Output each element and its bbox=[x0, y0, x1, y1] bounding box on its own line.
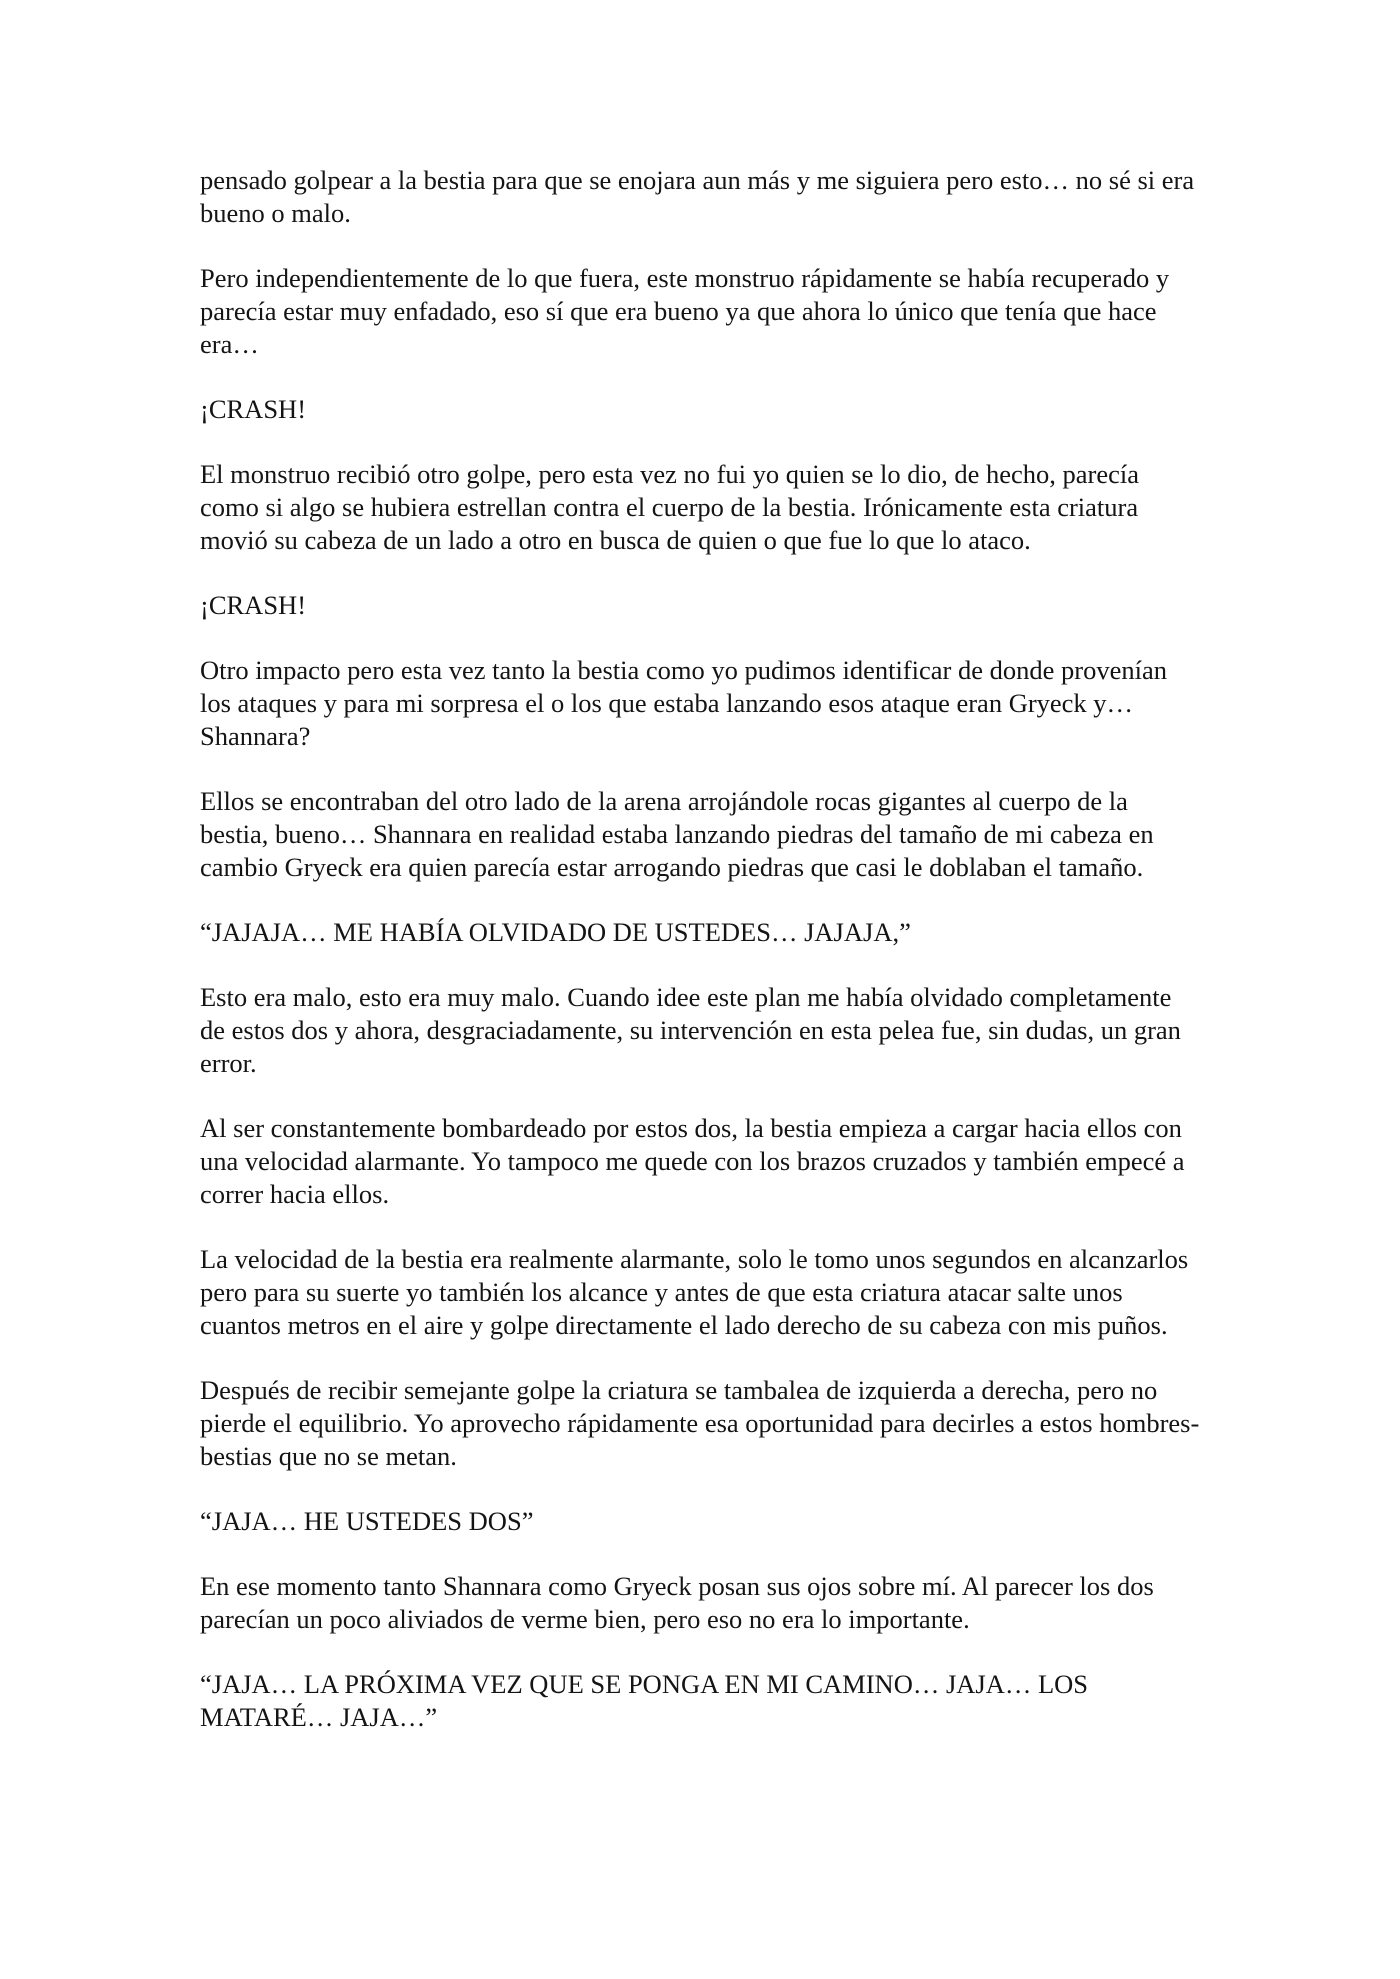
paragraph: Al ser constantemente bombardeado por estos dos, la bestia empieza a cargar hacia ellos con una velocidad alarmante. Yo tampoco me quede con los brazos cruzados y también empecé a correr hacia ellos. bbox=[200, 1113, 1185, 1209]
sound-effect-line: ¡CRASH! bbox=[200, 394, 307, 424]
paragraph: Pero independientemente de lo que fuera, este monstruo rápidamente se había recuperado y parecía estar muy enfadado, eso sí que era bueno ya que ahora lo único que tenía que hace era… bbox=[200, 263, 1170, 359]
paragraph: La velocidad de la bestia era realmente alarmante, solo le tomo unos segundos en alcanzarlos pero para su suerte yo también los alcance y antes de que esta criatura atacar salte unos cuantos metros en el aire y golpe directamente el lado derecho de su cabeza con mis puños. bbox=[200, 1244, 1189, 1340]
paragraph: Después de recibir semejante golpe la criatura se tambalea de izquierda a derecha, pero no pierde el equilibrio. Yo aprovecho rápidamente esa oportunidad para decirles a estos hombres-bestias que no se metan. bbox=[200, 1375, 1200, 1471]
dialogue-line: “JAJA… HE USTEDES DOS” bbox=[200, 1506, 534, 1536]
paragraph: Otro impacto pero esta vez tanto la bestia como yo pudimos identificar de donde provenían los ataques y para mi sorpresa el o los que estaba lanzando esos ataque eran Gryeck y… Shannara? bbox=[200, 655, 1167, 751]
paragraph: Ellos se encontraban del otro lado de la arena arrojándole rocas gigantes al cuerpo de la bestia, bueno… Shannara en realidad estaba lanzando piedras del tamaño de mi cabeza en cambio Gryeck era quien parecía estar arrogando piedras que casi le doblaban el tamaño. bbox=[200, 786, 1154, 882]
paragraph: El monstruo recibió otro golpe, pero esta vez no fui yo quien se lo dio, de hecho, parecía como si algo se hubiera estrellan contra el cuerpo de la bestia. Irónicamente esta criatura movió su cabeza de un lado a otro en busca de quien o que fue lo que lo ataco. bbox=[200, 459, 1139, 555]
sound-effect-line: ¡CRASH! bbox=[200, 590, 307, 620]
paragraph: Esto era malo, esto era muy malo. Cuando idee este plan me había olvidado completamente de estos dos y ahora, desgraciadamente, su intervención en esta pelea fue, sin dudas, un gran error. bbox=[200, 982, 1181, 1078]
dialogue-line: “JAJA… LA PRÓXIMA VEZ QUE SE PONGA EN MI CAMINO… JAJA… LOS MATARÉ… JAJA…” bbox=[200, 1669, 1089, 1732]
dialogue-line: “JAJAJA… ME HABÍA OLVIDADO DE USTEDES… JAJAJA,” bbox=[200, 917, 911, 947]
paragraph: pensado golpear a la bestia para que se enojara aun más y me siguiera pero esto… no sé si era bueno o malo. bbox=[200, 165, 1195, 228]
paragraph: En ese momento tanto Shannara como Gryeck posan sus ojos sobre mí. Al parecer los dos parecían un poco aliviados de verme bien, pero eso no era lo importante. bbox=[200, 1571, 1154, 1634]
